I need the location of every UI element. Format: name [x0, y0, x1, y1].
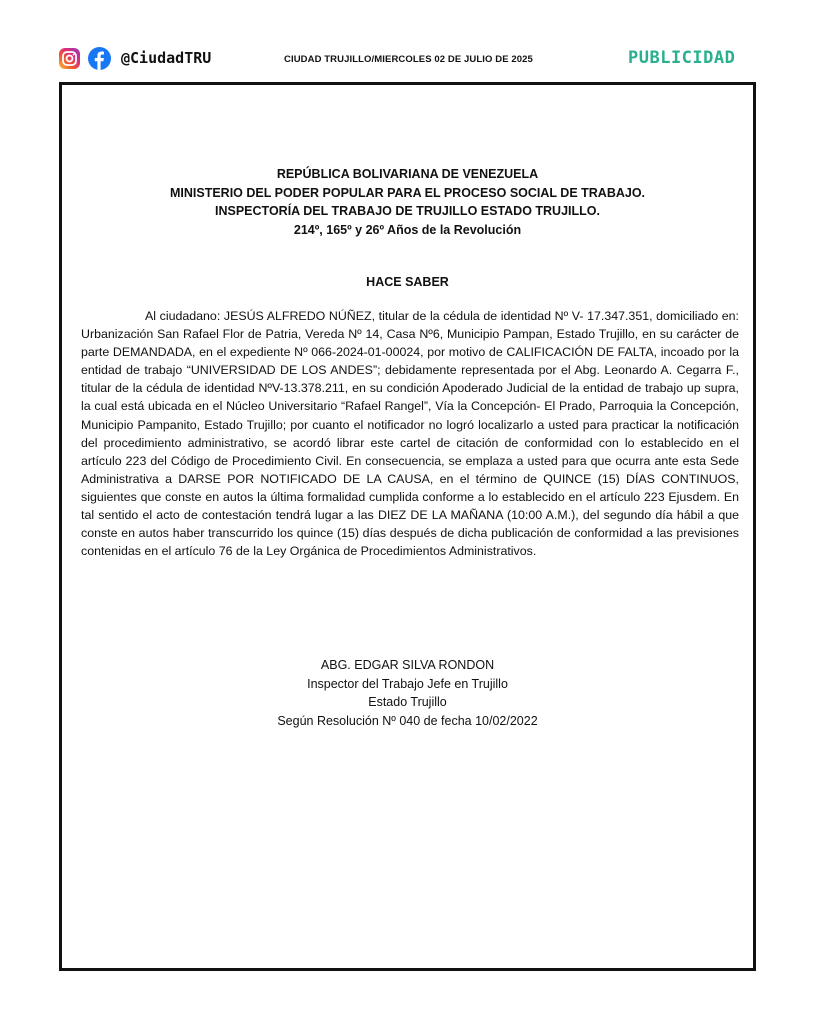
social-handle[interactable]: @CiudadTRU: [121, 49, 212, 67]
institution-heading: [62, 165, 753, 239]
heading-line: MINISTERIO DEL PODER POPULAR PARA EL PROCESO SOCIAL DE TRABAJO.: [169, 185, 646, 200]
signature-line: Estado Trujillo: [368, 695, 447, 709]
signature-line: ABG. EDGAR SILVA RONDON: [320, 658, 495, 672]
heading-line: INSPECTORÍA DEL TRABAJO DE TRUJILLO ESTADO TRUJILLO.: [215, 204, 600, 218]
dateline: CIUDAD TRUJILLO/MIERCOLES 02 DE JULIO DE 2025: [284, 54, 533, 65]
signature-line: Según Resolución Nº 040 de fecha 10/02/2022: [277, 713, 538, 728]
heading-line: REPÚBLICA BOLIVARIANA DE VENEZUELA: [276, 167, 539, 181]
notice-frame: [59, 82, 756, 971]
newspaper-header: [0, 0, 819, 80]
notice-body: Al ciudadano: JESÚS ALFREDO NÚÑEZ, titular de la cédula de identidad Nº V- 17.347.351, domiciliado en: Urbanización San Rafael Flor de Patria, Vereda Nº 14, Casa Nº6, Municipio Pampan, Estado Trujillo, en su carácter de parte DEMANDADA, en el expediente Nº 066-2024-01-00024, por motivo de CALIFICACIÓN DE FALTA, incoado por la entidad de trabajo “UNIVERSIDAD DE LOS ANDES”; debidamente representada por el Abg. Leonardo A. Cegarra F., titular de la cédula de identidad NºV-13.378.211, en su condición Apoderado Judicial de la entidad de trabajo up supra, la cual está ubicada en el Núcleo Universitario “Rafael Rangel”, Vía la Concepción- El Prado, Parroquia la Concepción, Municipio Pampanito, Estado Trujillo; por cuanto el notificador no logró localizarlo a usted para practicar la notificación del procedimiento administrativo, se acordó librar este cartel de citación de conformidad con lo establecido en el artículo 223 del Código de Procedimiento Civil. En consecuencia, se emplaza a usted para que ocurra ante esta Sede Administrativa a DARSE POR NOTIFICADO DE LA CAUSA, en el término de QUINCE (15) DÍAS CONTINUOS, siguientes que conste en autos la última formalidad cumplida conforme a lo establecido en el artículo 223 Ejusdem. En tal sentido el acto de contestación tendrá lugar a las DIEZ DE LA MAÑANA (10:00 A.M.), del segundo día hábil a que conste en autos haber transcurrido los quince (15) días después de dicha publicación de conformidad a las previsiones contenidas en el artículo 76 de la Ley Orgánica de Procedimientos Administrativos.: [81, 309, 739, 559]
facebook-icon[interactable]: [88, 47, 111, 70]
instagram-icon[interactable]: [59, 48, 80, 69]
signature-line: Inspector del Trabajo Jefe en Trujillo: [307, 676, 508, 691]
heading-line: 214º, 165º y 26º Años de la Revolución: [293, 222, 522, 237]
signature-block: [62, 656, 753, 730]
notice-title: HACE SABER: [366, 275, 449, 289]
section-tag: PUBLICIDAD: [628, 48, 736, 68]
